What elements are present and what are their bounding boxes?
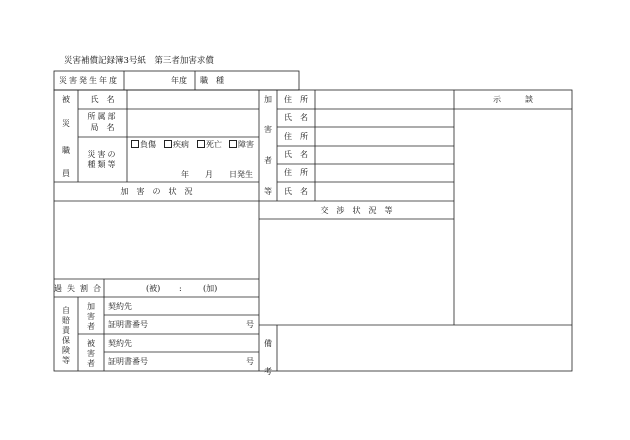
affiliation-label-line1: 所属部	[87, 112, 118, 121]
perpetrator-side-char-4: 等	[264, 187, 272, 196]
insurance-victim-label: 被害者	[87, 339, 95, 368]
occupation-field[interactable]	[232, 74, 296, 88]
perpetrator-side-char-2: 害	[264, 125, 272, 134]
perpetrator2-name-label: 氏 名	[284, 150, 308, 159]
victim-name-label: 氏 名	[90, 95, 115, 104]
victim-side-char-3: 職	[62, 146, 70, 155]
settlement-area[interactable]	[456, 111, 570, 323]
negotiation-header: 交 渉 状 況 等	[320, 206, 393, 215]
fault-ratio-perpetrator: (加)	[203, 284, 218, 293]
victim-certificate-label: 証明書番号	[108, 357, 148, 366]
occurrence-day-label: 日発生	[229, 170, 253, 179]
fault-ratio-label: 過失割合	[54, 284, 106, 293]
perpetrator-certificate-label: 証明書番号	[108, 320, 148, 329]
perpetrator1-address-field[interactable]	[317, 92, 452, 107]
perpetrator2-name-field[interactable]	[317, 148, 452, 162]
occurrence-month-label: 月	[205, 170, 213, 179]
victim-side-char-2: 災	[62, 119, 70, 128]
perpetrator3-name-field[interactable]	[317, 184, 452, 199]
injury-checkbox-illness[interactable]: 疾病	[164, 140, 189, 150]
perpetrator1-address-label: 住 所	[284, 95, 308, 104]
affiliation-label-line2: 局 名	[90, 123, 115, 132]
notes-area[interactable]	[279, 327, 570, 369]
damage-status-header: 加 害 の 状 況	[120, 187, 193, 196]
injury-checkbox-disability[interactable]: 障害	[229, 140, 254, 150]
damage-status-area[interactable]	[56, 203, 257, 277]
checkbox-icon	[164, 140, 172, 148]
year-suffix-label: 年度	[171, 76, 187, 85]
affiliation-field[interactable]	[129, 112, 257, 134]
occurrence-year-label: 年	[181, 170, 189, 179]
victim-side-char-4: 員	[62, 169, 70, 178]
injury-checkbox-death[interactable]: 死亡	[197, 140, 222, 150]
injury-type-label-line2: 種類等	[87, 160, 118, 169]
perpetrator-side-char-1: 加	[264, 95, 272, 104]
checkbox-icon	[197, 140, 205, 148]
perpetrator3-name-label: 氏 名	[284, 187, 308, 196]
checkbox-icon	[229, 140, 237, 148]
victim-contractor-label: 契約先	[108, 339, 132, 348]
negotiation-area[interactable]	[261, 221, 452, 323]
perpetrator1-name-label: 氏 名	[284, 113, 308, 122]
document-title: 災害補償記録簿3号紙 第三者加害求償	[64, 56, 214, 66]
fault-ratio-separator: :	[179, 284, 182, 293]
injury-type-label-line1: 災害の	[87, 150, 118, 159]
checkbox-icon	[131, 140, 139, 148]
notes-label: 備考	[264, 339, 272, 376]
perpetrator3-address-field[interactable]	[317, 166, 452, 180]
perpetrator1-name-field[interactable]	[317, 111, 452, 125]
insurance-perpetrator-label: 加害者	[87, 302, 95, 331]
insurance-side-label: 自賠責保険等	[62, 306, 70, 365]
fault-ratio-victim: (被)	[146, 284, 161, 293]
perpetrator-contractor-label: 契約先	[108, 302, 132, 311]
perpetrator3-address-label: 住 所	[284, 168, 308, 177]
occupation-label: 職 種	[200, 76, 224, 85]
settlement-header: 示 談	[493, 95, 533, 104]
perpetrator2-address-label: 住 所	[284, 132, 308, 141]
victim-certificate-suffix: 号	[246, 357, 254, 366]
disaster-year-label: 災害発生年度	[59, 76, 119, 85]
perpetrator-side-char-3: 者	[264, 156, 272, 165]
injury-checkbox-injury[interactable]: 負傷	[131, 140, 156, 150]
perpetrator2-address-field[interactable]	[317, 129, 452, 144]
victim-name-field[interactable]	[129, 93, 257, 107]
perpetrator-certificate-suffix: 号	[246, 320, 254, 329]
victim-side-char-1: 被	[62, 95, 70, 104]
